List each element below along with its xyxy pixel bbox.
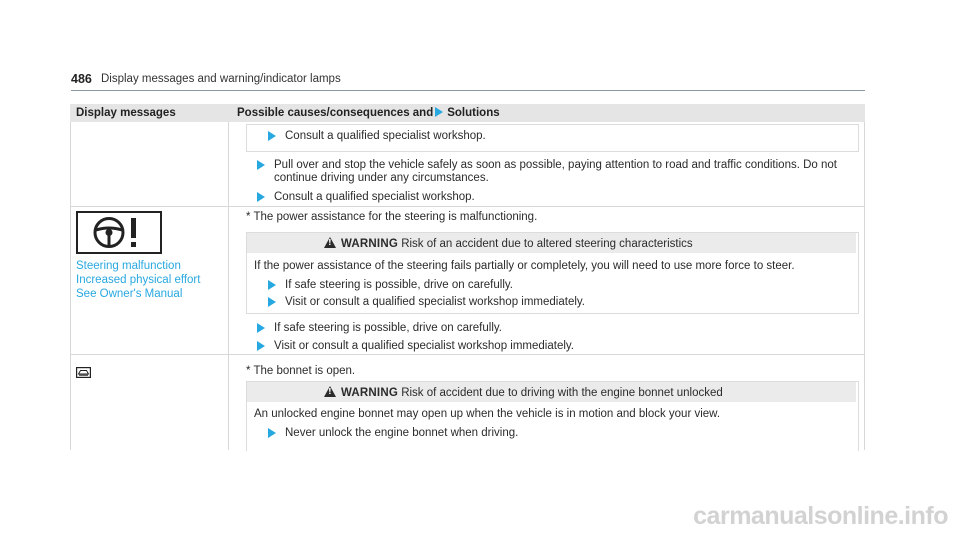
col-causes-solutions — [237, 107, 500, 119]
table-header — [70, 104, 865, 122]
warning-title — [341, 386, 723, 400]
list-item: If safe steering is possible, drive on carefully. — [274, 322, 502, 334]
arrow-right-icon — [268, 297, 276, 307]
table-border-right — [864, 122, 865, 450]
arrow-right-icon — [268, 131, 276, 141]
warning-triangle-icon — [324, 386, 336, 397]
cause-text: * The power assistance for the steering is malfunctioning. — [246, 211, 538, 223]
cause-text: * The bonnet is open. — [246, 365, 356, 377]
arrow-right-icon — [257, 341, 265, 351]
warning-title — [341, 237, 693, 251]
arrow-right-icon — [257, 323, 265, 333]
list-item: Pull over and stop the vehicle safely as soon as possible, paying attention to road and traffic conditions. Do not — [274, 159, 837, 171]
col-causes-label: Possible causes/consequences and — [237, 107, 434, 119]
col-solutions-label: Solutions — [447, 107, 500, 119]
warning-triangle-icon — [324, 237, 336, 248]
arrow-right-icon — [257, 160, 265, 170]
list-item: Visit or consult a qualified specialist workshop immediately. — [274, 340, 574, 352]
warning-label: WARNING — [341, 387, 398, 399]
list-item: Consult a qualified specialist workshop. — [274, 191, 475, 203]
message-line: Steering malfunction — [76, 260, 181, 272]
arrow-right-icon — [435, 107, 443, 117]
warning-text: Risk of an accident due to altered steering characteristics — [401, 238, 693, 250]
warning-body: If the power assistance of the steering fails partially or completely, you will need to use more force to steer. — [254, 260, 795, 272]
column-divider — [228, 122, 229, 450]
list-item: Never unlock the engine bonnet when driving. — [285, 427, 519, 439]
message-line: See Owner's Manual — [76, 288, 183, 300]
warning-label: WARNING — [341, 238, 398, 250]
list-item-cont: continue driving under any circumstances. — [274, 172, 489, 184]
page-title: Display messages and warning/indicator lamps — [101, 73, 341, 85]
table-border-left — [70, 122, 71, 450]
warning-text: Risk of accident due to driving with the engine bonnet unlocked — [401, 387, 723, 399]
list-item: Visit or consult a qualified specialist workshop immediately. — [285, 296, 585, 308]
arrow-right-icon — [268, 428, 276, 438]
arrow-right-icon — [268, 280, 276, 290]
row-divider — [70, 206, 865, 207]
row-divider — [70, 354, 865, 355]
watermark: carmanualsonline.info — [693, 502, 948, 530]
warning-body: An unlocked engine bonnet may open up when the vehicle is in motion and block your view. — [254, 408, 721, 420]
page-header — [71, 70, 865, 91]
message-line: Increased physical effort — [76, 274, 201, 286]
list-item: Consult a qualified specialist workshop. — [285, 130, 486, 142]
bonnet-open-icon — [76, 365, 91, 376]
list-item: If safe steering is possible, drive on carefully. — [285, 279, 513, 291]
arrow-right-icon — [257, 192, 265, 202]
steering-warning-icon — [76, 211, 162, 254]
steering-wheel-icon — [78, 213, 160, 252]
col-display-messages: Display messages — [76, 107, 176, 119]
page-number: 486 — [71, 72, 92, 86]
